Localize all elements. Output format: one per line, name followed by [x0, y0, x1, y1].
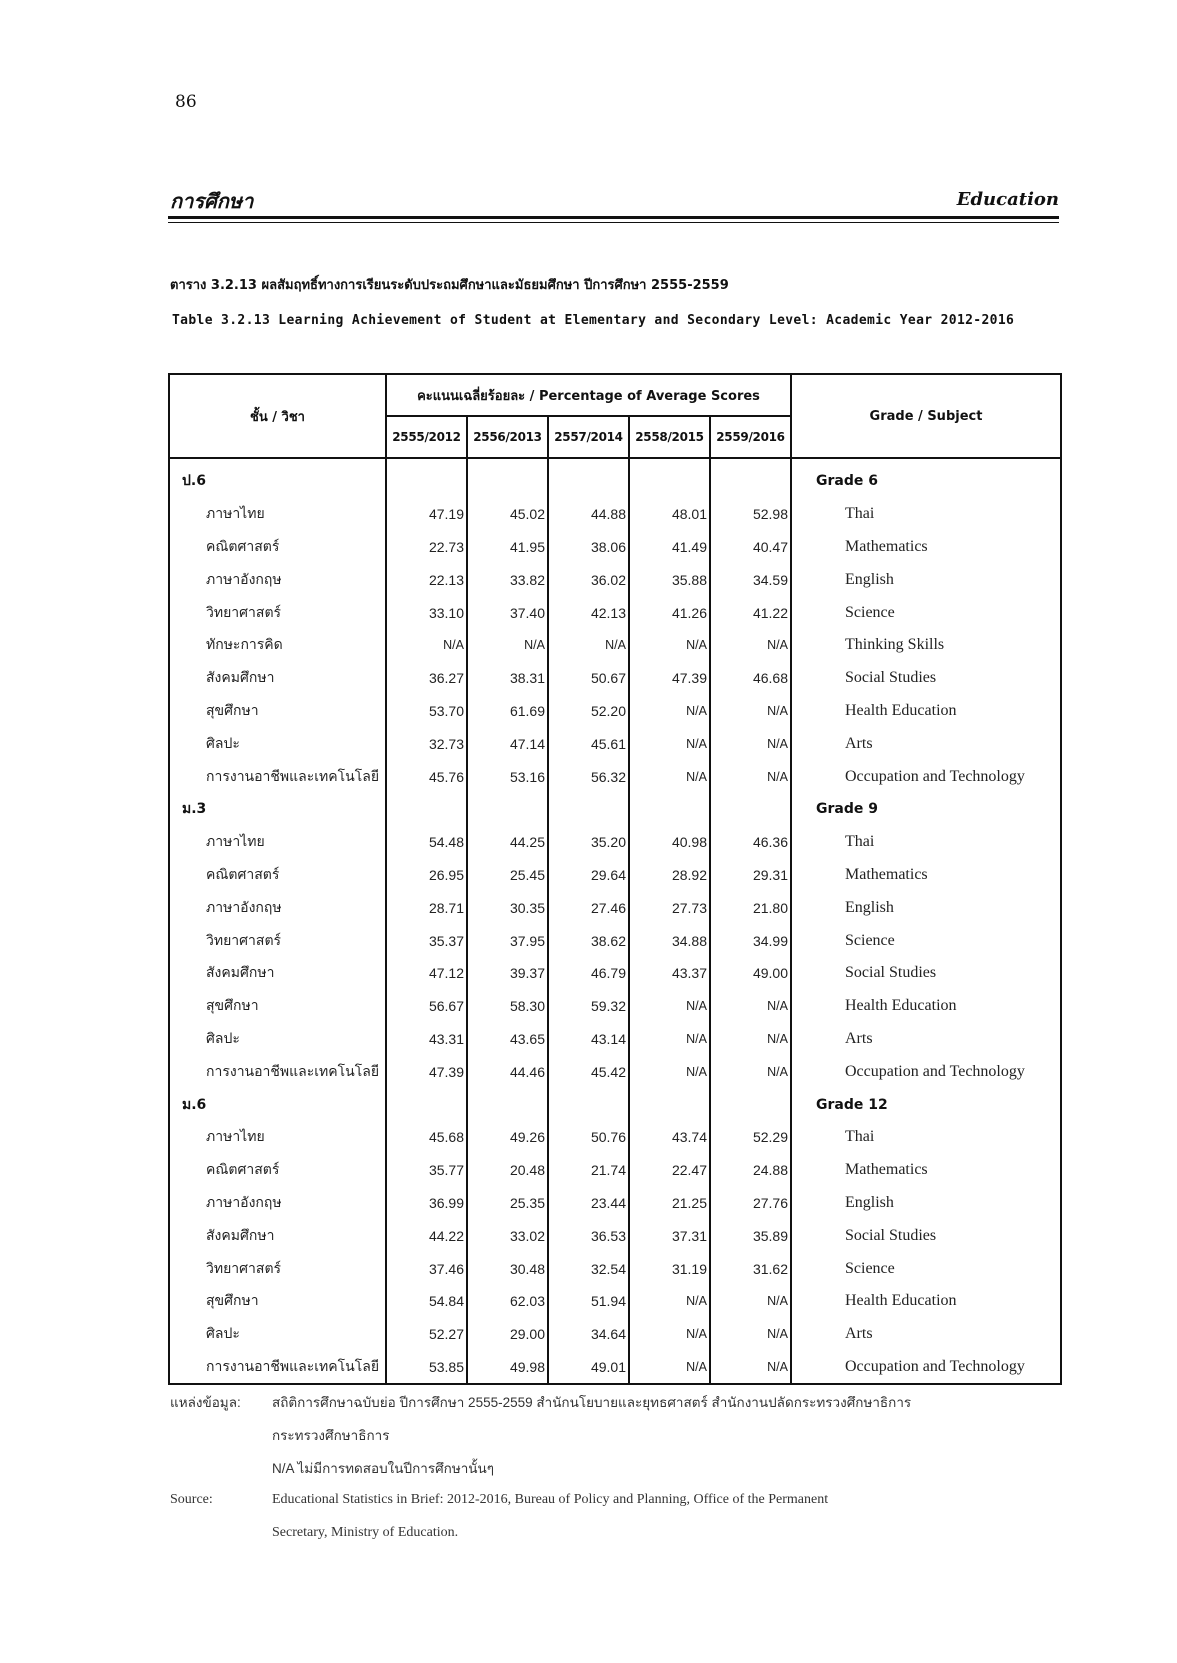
- score-cell: 49.01: [548, 1351, 629, 1385]
- table-row: [169, 891, 1061, 924]
- score-cell: 58.30: [467, 990, 548, 1023]
- score-cell: 49.26: [467, 1121, 548, 1154]
- score-cell: 56.32: [548, 760, 629, 793]
- subject-en: English: [791, 891, 1061, 924]
- score-cell: 21.74: [548, 1154, 629, 1187]
- score-cell: 35.37: [386, 924, 467, 957]
- table-row: [169, 695, 1061, 728]
- score-cell: 31.62: [710, 1252, 791, 1285]
- empty-cell: [548, 1088, 629, 1121]
- score-cell: 33.10: [386, 596, 467, 629]
- header-year: 2555/2012: [386, 416, 467, 458]
- score-cell: 34.64: [548, 1318, 629, 1351]
- score-cell: N/A: [710, 1023, 791, 1056]
- subject-th: ทักษะการคิด: [169, 629, 386, 662]
- table-row: [169, 990, 1061, 1023]
- table-row: [169, 1351, 1061, 1385]
- source-label-en: Source:: [170, 1492, 213, 1507]
- score-cell: N/A: [629, 1318, 710, 1351]
- score-cell: 62.03: [467, 1285, 548, 1318]
- group-label-th: ม.6: [169, 1088, 386, 1121]
- score-cell: 50.76: [548, 1121, 629, 1154]
- score-cell: N/A: [629, 695, 710, 728]
- group-label-en: Grade 9: [791, 793, 1061, 826]
- score-cell: 29.31: [710, 859, 791, 892]
- score-cell: 34.59: [710, 563, 791, 596]
- table-row: [169, 1023, 1061, 1056]
- subject-en: Arts: [791, 1318, 1061, 1351]
- score-cell: 44.46: [467, 1055, 548, 1088]
- score-cell: N/A: [548, 629, 629, 662]
- subject-th: สุขศึกษา: [169, 695, 386, 728]
- score-cell: N/A: [629, 1023, 710, 1056]
- score-cell: 41.26: [629, 596, 710, 629]
- table-row: [169, 957, 1061, 990]
- header-year: 2557/2014: [548, 416, 629, 458]
- score-cell: 32.54: [548, 1252, 629, 1285]
- subject-th: ภาษาไทย: [169, 498, 386, 531]
- score-cell: 52.98: [710, 498, 791, 531]
- empty-cell: [629, 458, 710, 498]
- score-cell: 25.45: [467, 859, 548, 892]
- section-title-en: Education: [956, 189, 1059, 210]
- score-cell: 37.40: [467, 596, 548, 629]
- table-caption-en: Table 3.2.13 Learning Achievement of Student at Elementary and Secondary Level: Academic Year 2012-2016: [172, 313, 1015, 328]
- score-cell: N/A: [386, 629, 467, 662]
- score-cell: N/A: [710, 1318, 791, 1351]
- score-cell: 20.48: [467, 1154, 548, 1187]
- score-cell: 61.69: [467, 695, 548, 728]
- subject-en: English: [791, 1187, 1061, 1220]
- subject-th: วิทยาศาสตร์: [169, 596, 386, 629]
- empty-cell: [710, 1088, 791, 1121]
- score-cell: 50.67: [548, 662, 629, 695]
- empty-cell: [386, 1088, 467, 1121]
- subject-en: Mathematics: [791, 1154, 1061, 1187]
- group-label-th: ป.6: [169, 458, 386, 498]
- subject-en: Arts: [791, 727, 1061, 760]
- score-cell: 31.19: [629, 1252, 710, 1285]
- score-cell: 47.19: [386, 498, 467, 531]
- group-row: [169, 793, 1061, 826]
- score-cell: N/A: [710, 629, 791, 662]
- score-cell: 45.42: [548, 1055, 629, 1088]
- subject-en: Science: [791, 1252, 1061, 1285]
- subject-th: ภาษาไทย: [169, 1121, 386, 1154]
- score-cell: 27.46: [548, 891, 629, 924]
- subject-th: ศิลปะ: [169, 1023, 386, 1056]
- score-cell: 49.98: [467, 1351, 548, 1385]
- score-cell: 37.95: [467, 924, 548, 957]
- score-cell: 43.31: [386, 1023, 467, 1056]
- score-cell: 47.39: [386, 1055, 467, 1088]
- subject-th: ภาษาอังกฤษ: [169, 891, 386, 924]
- empty-cell: [629, 793, 710, 826]
- table-row: [169, 662, 1061, 695]
- table-row: [169, 826, 1061, 859]
- source-en-line: Educational Statistics in Brief: 2012-2016, Bureau of Policy and Planning, Office of the Permanent: [272, 1492, 829, 1507]
- score-cell: N/A: [710, 1285, 791, 1318]
- score-cell: 44.88: [548, 498, 629, 531]
- subject-en: Thai: [791, 826, 1061, 859]
- subject-th: สังคมศึกษา: [169, 662, 386, 695]
- subject-en: Thai: [791, 1121, 1061, 1154]
- score-cell: 29.64: [548, 859, 629, 892]
- subject-th: ภาษาอังกฤษ: [169, 1187, 386, 1220]
- subject-th: คณิตศาสตร์: [169, 859, 386, 892]
- source-label-th: แหล่งข้อมูล:: [170, 1395, 241, 1410]
- subject-en: Health Education: [791, 1285, 1061, 1318]
- empty-cell: [710, 793, 791, 826]
- score-cell: 34.88: [629, 924, 710, 957]
- empty-cell: [548, 458, 629, 498]
- score-cell: 43.14: [548, 1023, 629, 1056]
- subject-th: ภาษาอังกฤษ: [169, 563, 386, 596]
- score-cell: 35.88: [629, 563, 710, 596]
- na-note: N/A ไม่มีการทดสอบในปีการศึกษานั้นๆ: [272, 1461, 495, 1476]
- score-cell: 22.47: [629, 1154, 710, 1187]
- score-cell: 28.92: [629, 859, 710, 892]
- score-cell: 27.76: [710, 1187, 791, 1220]
- empty-cell: [386, 458, 467, 498]
- subject-en: Social Studies: [791, 662, 1061, 695]
- score-cell: 41.49: [629, 531, 710, 564]
- subject-en: Occupation and Technology: [791, 760, 1061, 793]
- score-cell: N/A: [629, 1351, 710, 1385]
- subject-en: Thai: [791, 498, 1061, 531]
- score-cell: 21.25: [629, 1187, 710, 1220]
- table-row: [169, 1187, 1061, 1220]
- score-cell: N/A: [629, 990, 710, 1023]
- score-cell: N/A: [629, 1285, 710, 1318]
- score-cell: 36.99: [386, 1187, 467, 1220]
- subject-th: สังคมศึกษา: [169, 957, 386, 990]
- score-cell: 38.62: [548, 924, 629, 957]
- empty-cell: [467, 793, 548, 826]
- score-cell: 21.80: [710, 891, 791, 924]
- table-row: [169, 1252, 1061, 1285]
- score-cell: 53.70: [386, 695, 467, 728]
- table-row: [169, 1318, 1061, 1351]
- score-cell: N/A: [629, 1055, 710, 1088]
- source-en-line: Secretary, Ministry of Education.: [272, 1525, 459, 1540]
- empty-cell: [710, 458, 791, 498]
- empty-cell: [467, 458, 548, 498]
- header-scores-group: คะแนนเฉลี่ยร้อยละ / Percentage of Average Scores: [386, 374, 791, 416]
- subject-th: วิทยาศาสตร์: [169, 924, 386, 957]
- subject-en: Science: [791, 596, 1061, 629]
- subject-en: Science: [791, 924, 1061, 957]
- subject-en: Mathematics: [791, 859, 1061, 892]
- subject-en: Arts: [791, 1023, 1061, 1056]
- table-caption-th: ตาราง 3.2.13 ผลสัมฤทธิ์ทางการเรียนระดับประถมศึกษาและมัธยมศึกษา ปีการศึกษา 2555-2559: [170, 278, 729, 293]
- subject-th: สังคมศึกษา: [169, 1219, 386, 1252]
- header-rule-thin: [168, 222, 1059, 223]
- score-cell: 44.25: [467, 826, 548, 859]
- score-cell: 46.36: [710, 826, 791, 859]
- score-cell: 26.95: [386, 859, 467, 892]
- score-cell: 46.68: [710, 662, 791, 695]
- table-row: [169, 1121, 1061, 1154]
- score-cell: 42.13: [548, 596, 629, 629]
- score-cell: 44.22: [386, 1219, 467, 1252]
- page-number: 86: [175, 92, 197, 112]
- subject-th: สุขศึกษา: [169, 1285, 386, 1318]
- table-row: [169, 498, 1061, 531]
- score-cell: 27.73: [629, 891, 710, 924]
- score-cell: 47.14: [467, 727, 548, 760]
- header-subject-th: ชั้น / วิชา: [169, 374, 386, 458]
- score-cell: 36.53: [548, 1219, 629, 1252]
- subject-th: การงานอาชีพและเทคโนโลยี: [169, 1351, 386, 1385]
- score-cell: 54.48: [386, 826, 467, 859]
- score-cell: 38.06: [548, 531, 629, 564]
- score-cell: 43.65: [467, 1023, 548, 1056]
- score-cell: 30.35: [467, 891, 548, 924]
- table-row: [169, 727, 1061, 760]
- subject-th: การงานอาชีพและเทคโนโลยี: [169, 1055, 386, 1088]
- subject-en: Social Studies: [791, 1219, 1061, 1252]
- score-cell: N/A: [629, 760, 710, 793]
- score-cell: 35.89: [710, 1219, 791, 1252]
- subject-th: สุขศึกษา: [169, 990, 386, 1023]
- subject-en: English: [791, 563, 1061, 596]
- score-cell: 49.00: [710, 957, 791, 990]
- score-cell: 45.68: [386, 1121, 467, 1154]
- source-th-line: กระทรวงศึกษาธิการ: [272, 1428, 390, 1443]
- header-year: 2558/2015: [629, 416, 710, 458]
- subject-th: ศิลปะ: [169, 727, 386, 760]
- section-title-th: การศึกษา: [170, 189, 254, 213]
- subject-en: Health Education: [791, 990, 1061, 1023]
- score-cell: 36.27: [386, 662, 467, 695]
- subject-en: Social Studies: [791, 957, 1061, 990]
- score-cell: N/A: [710, 760, 791, 793]
- empty-cell: [467, 1088, 548, 1121]
- table-row: [169, 1154, 1061, 1187]
- table-body: [169, 458, 1061, 1384]
- score-cell: 56.67: [386, 990, 467, 1023]
- achievement-table: [168, 373, 1062, 1385]
- score-cell: 23.44: [548, 1187, 629, 1220]
- table-row: [169, 1285, 1061, 1318]
- group-label-th: ม.3: [169, 793, 386, 826]
- score-cell: N/A: [467, 629, 548, 662]
- score-cell: 47.39: [629, 662, 710, 695]
- score-cell: N/A: [710, 1055, 791, 1088]
- subject-en: Thinking Skills: [791, 629, 1061, 662]
- score-cell: 40.98: [629, 826, 710, 859]
- score-cell: 41.95: [467, 531, 548, 564]
- subject-th: ภาษาไทย: [169, 826, 386, 859]
- score-cell: 53.16: [467, 760, 548, 793]
- score-cell: N/A: [710, 1351, 791, 1385]
- score-cell: 24.88: [710, 1154, 791, 1187]
- score-cell: 52.27: [386, 1318, 467, 1351]
- score-cell: 25.35: [467, 1187, 548, 1220]
- header-year: 2559/2016: [710, 416, 791, 458]
- subject-en: Occupation and Technology: [791, 1351, 1061, 1385]
- subject-en: Health Education: [791, 695, 1061, 728]
- score-cell: 35.77: [386, 1154, 467, 1187]
- score-cell: 52.29: [710, 1121, 791, 1154]
- score-cell: N/A: [710, 990, 791, 1023]
- score-cell: 33.82: [467, 563, 548, 596]
- group-label-en: Grade 6: [791, 458, 1061, 498]
- table-row: [169, 596, 1061, 629]
- subject-th: คณิตศาสตร์: [169, 531, 386, 564]
- header-rule-thick: [168, 216, 1059, 219]
- score-cell: 45.61: [548, 727, 629, 760]
- score-cell: 59.32: [548, 990, 629, 1023]
- score-cell: 41.22: [710, 596, 791, 629]
- score-cell: 45.02: [467, 498, 548, 531]
- score-cell: 40.47: [710, 531, 791, 564]
- score-cell: 47.12: [386, 957, 467, 990]
- table-row: [169, 563, 1061, 596]
- table-row: [169, 531, 1061, 564]
- score-cell: 22.13: [386, 563, 467, 596]
- score-cell: 45.76: [386, 760, 467, 793]
- score-cell: 54.84: [386, 1285, 467, 1318]
- score-cell: 53.85: [386, 1351, 467, 1385]
- score-cell: 32.73: [386, 727, 467, 760]
- table-row: [169, 760, 1061, 793]
- score-cell: N/A: [710, 727, 791, 760]
- table-row: [169, 924, 1061, 957]
- score-cell: N/A: [629, 727, 710, 760]
- subject-th: ศิลปะ: [169, 1318, 386, 1351]
- subject-en: Mathematics: [791, 531, 1061, 564]
- score-cell: 43.74: [629, 1121, 710, 1154]
- subject-en: Occupation and Technology: [791, 1055, 1061, 1088]
- group-row: [169, 1088, 1061, 1121]
- score-cell: 48.01: [629, 498, 710, 531]
- score-cell: N/A: [629, 629, 710, 662]
- score-cell: 36.02: [548, 563, 629, 596]
- score-cell: 34.99: [710, 924, 791, 957]
- empty-cell: [386, 793, 467, 826]
- score-cell: 28.71: [386, 891, 467, 924]
- score-cell: 33.02: [467, 1219, 548, 1252]
- score-cell: 22.73: [386, 531, 467, 564]
- subject-th: วิทยาศาสตร์: [169, 1252, 386, 1285]
- header-subject-en: Grade / Subject: [791, 374, 1061, 458]
- score-cell: 52.20: [548, 695, 629, 728]
- score-cell: 29.00: [467, 1318, 548, 1351]
- score-cell: 39.37: [467, 957, 548, 990]
- score-cell: 30.48: [467, 1252, 548, 1285]
- score-cell: N/A: [710, 695, 791, 728]
- group-row: [169, 458, 1061, 498]
- subject-th: คณิตศาสตร์: [169, 1154, 386, 1187]
- table-row: [169, 629, 1061, 662]
- table-row: [169, 1219, 1061, 1252]
- score-cell: 37.46: [386, 1252, 467, 1285]
- group-label-en: Grade 12: [791, 1088, 1061, 1121]
- score-cell: 51.94: [548, 1285, 629, 1318]
- score-cell: 38.31: [467, 662, 548, 695]
- score-cell: 37.31: [629, 1219, 710, 1252]
- source-th-line: สถิติการศึกษาฉบับย่อ ปีการศึกษา 2555-2559 สำนักนโยบายและยุทธศาสตร์ สำนักงานปลัดกระทรวงศึกษาธิการ: [272, 1395, 912, 1410]
- subject-th: การงานอาชีพและเทคโนโลยี: [169, 760, 386, 793]
- header-year: 2556/2013: [467, 416, 548, 458]
- empty-cell: [548, 793, 629, 826]
- score-cell: 35.20: [548, 826, 629, 859]
- table-row: [169, 1055, 1061, 1088]
- table-row: [169, 859, 1061, 892]
- score-cell: 46.79: [548, 957, 629, 990]
- empty-cell: [629, 1088, 710, 1121]
- score-cell: 43.37: [629, 957, 710, 990]
